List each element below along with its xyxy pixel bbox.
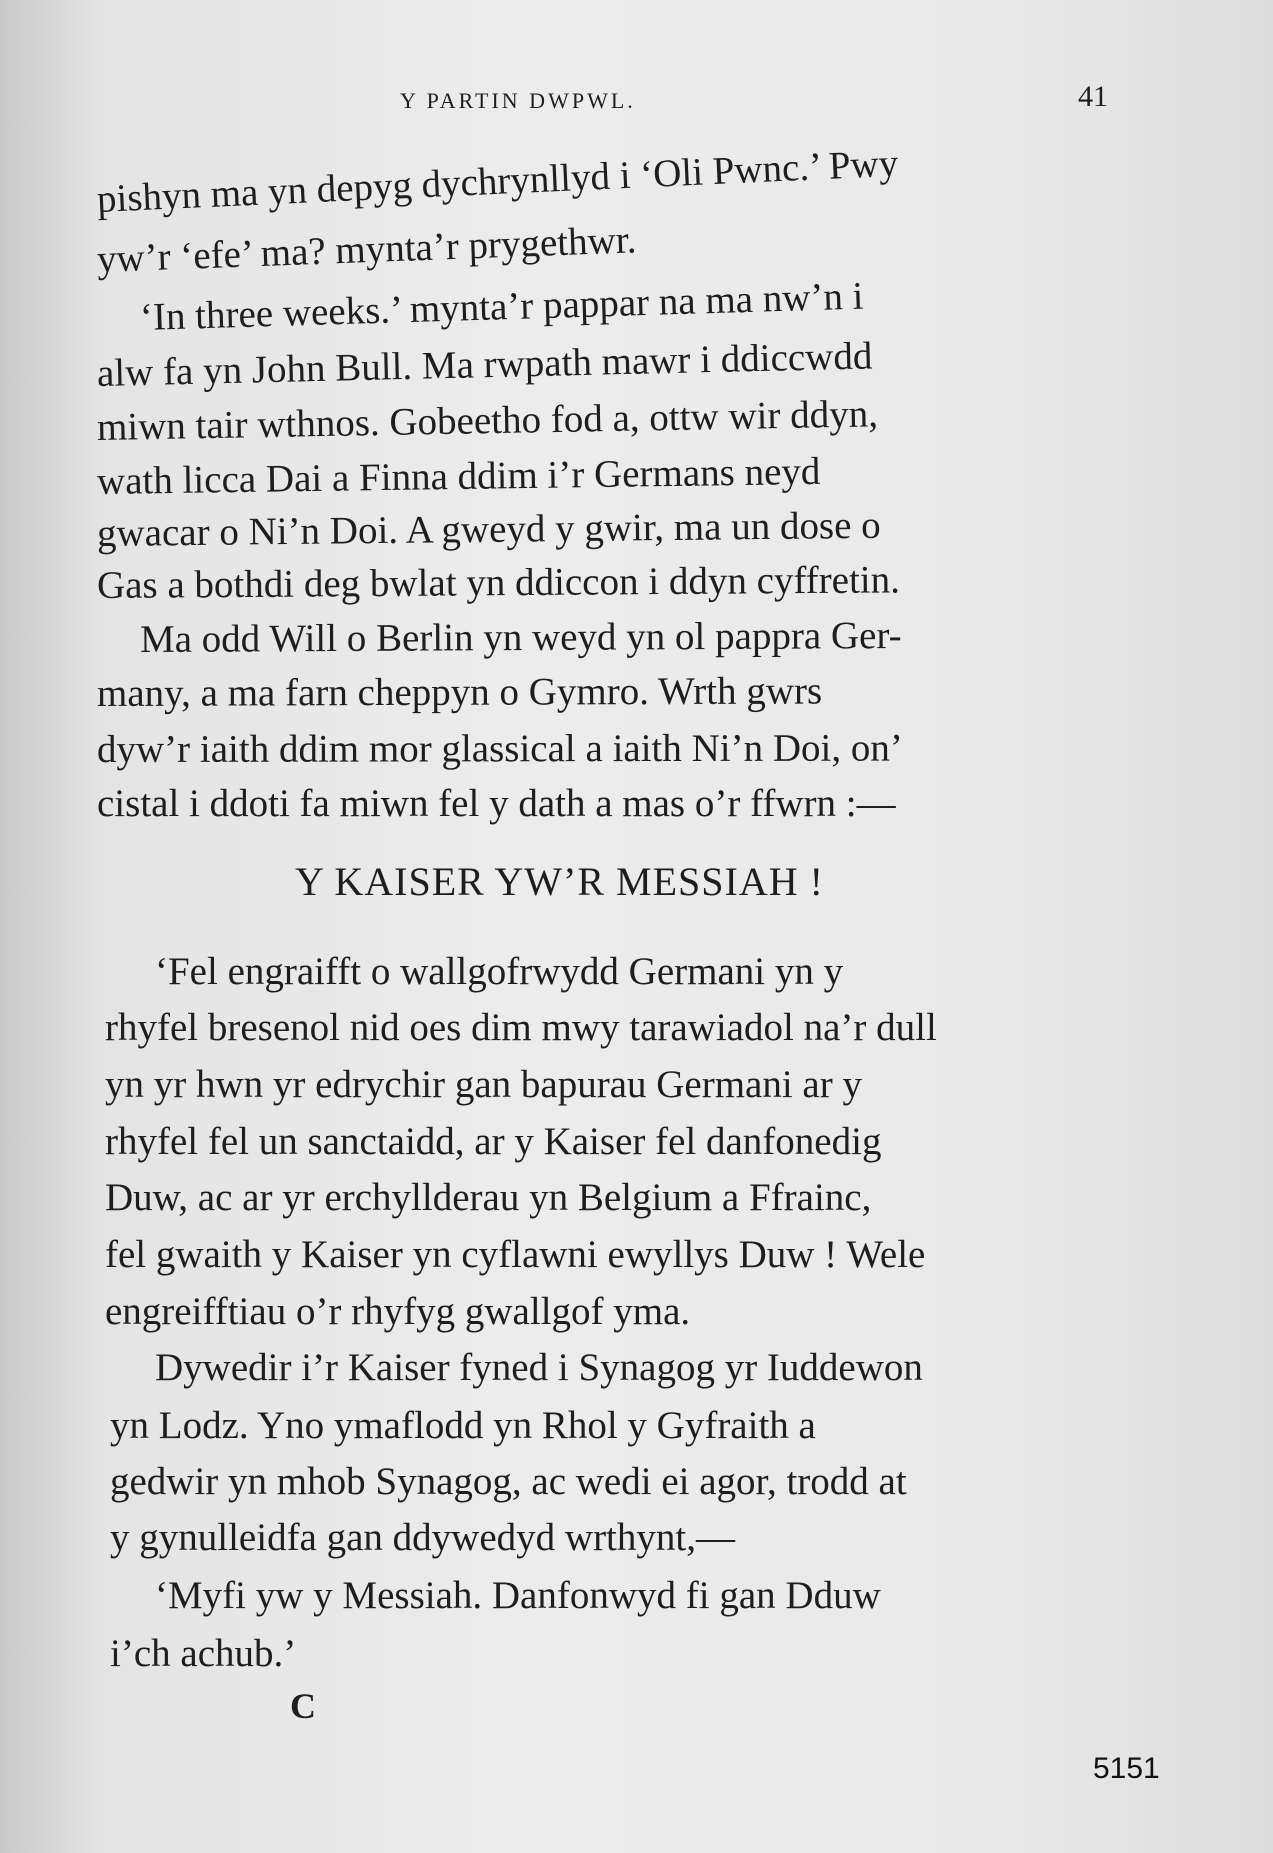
archive-number: 5151 bbox=[1093, 1752, 1160, 1785]
text-line: Gas a bothdi deg bwlat yn ddiccon i ddyn cyffretin. bbox=[96, 558, 901, 607]
text-line: fel gwaith y Kaiser yn cyflawni ewyllys Duw ! Wele bbox=[105, 1233, 926, 1276]
text-line: i’ch achub.’ bbox=[110, 1632, 297, 1675]
text-line: Duw, ac ar yr erchyllderau yn Belgium a Ffrainc, bbox=[105, 1176, 872, 1219]
text-line: engreifftiau o’r rhyfyg gwallgof yma. bbox=[105, 1290, 691, 1333]
text-line: many, a ma farn cheppyn o Gymro. Wrth gwrs bbox=[96, 669, 823, 715]
running-title: Y PARTIN DWPWL. bbox=[400, 88, 636, 113]
text-line: Ma odd Will o Berlin yn weyd yn ol pappra Ger- bbox=[139, 614, 902, 661]
section-heading: Y KAISER YW’R MESSIAH ! bbox=[295, 859, 824, 904]
text-line: gwacar o Ni’n Doi. A gweyd y gwir, ma un dose o bbox=[96, 503, 881, 555]
text-line: miwn tair wthnos. Gobeetho fod a, ottw wir ddyn, bbox=[96, 392, 879, 449]
text-line: wath licca Dai a Finna ddim i’r Germans neyd bbox=[96, 449, 821, 503]
text-line: cistal i ddoti fa miwn fel y dath a mas o’r ffwrn :— bbox=[97, 782, 896, 825]
text-line: y gynulleidfa gan ddywedyd wrthynt,— bbox=[110, 1516, 735, 1559]
text-line: rhyfel bresenol nid oes dim mwy tarawiadol na’r dull bbox=[105, 1006, 937, 1049]
text-line: ‘Myfi yw y Messiah. Danfonwyd fi gan Dduw bbox=[155, 1574, 881, 1617]
text-line: ‘Fel engraifft o wallgofrwydd Germani yn y bbox=[155, 950, 844, 993]
text-line: gedwir yn mhob Synagog, ac wedi ei agor, trodd at bbox=[110, 1460, 907, 1503]
page-number: 41 bbox=[1078, 80, 1108, 113]
text-line: yn yr hwn yr edrychir gan bapurau Germani ar y bbox=[105, 1063, 862, 1106]
text-line: ‘In three weeks.’ mynta’r pappar na ma nw’n i bbox=[139, 274, 865, 339]
text-line: yn Lodz. Yno ymaflodd yn Rhol y Gyfraith a bbox=[110, 1404, 816, 1447]
text-line: dyw’r iaith ddim mor glassical a iaith Ni’n Doi, on’ bbox=[96, 726, 903, 771]
text-line: pishyn ma yn depyg dychrynllyd i ‘Oli Pwnc.’ Pwy bbox=[96, 141, 900, 221]
signature-mark: C bbox=[290, 1686, 316, 1726]
text-line: rhyfel fel un sanctaidd, ar y Kaiser fel danfonedig bbox=[105, 1120, 882, 1163]
text-line: alw fa yn John Bull. Ma rwpath mawr i ddiccwdd bbox=[96, 334, 873, 395]
text-line: Dywedir i’r Kaiser fyned i Synagog yr Iuddewon bbox=[155, 1346, 923, 1389]
text-line: yw’r ‘efe’ ma? mynta’r prygethwr. bbox=[96, 218, 638, 281]
